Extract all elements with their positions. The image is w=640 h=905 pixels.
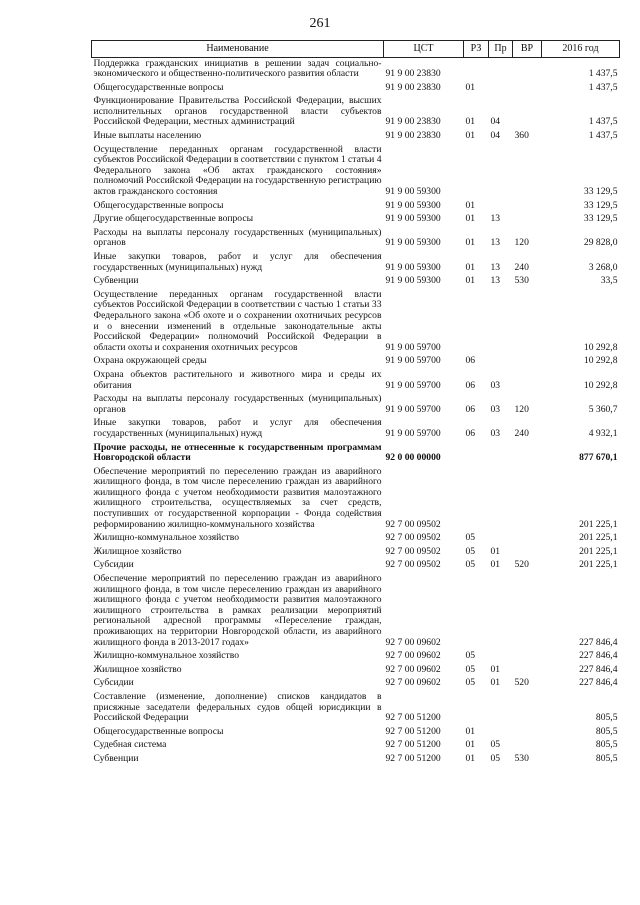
row-cst: 92 7 00 51200 (385, 752, 441, 764)
row-rz (464, 58, 489, 83)
row-cst: 91 9 00 59700 (385, 379, 441, 391)
row-rz: 05 (465, 545, 476, 557)
row-amount: 227 846,4 (579, 650, 618, 662)
row-name: Охрана объектов растительного и животного мира и среды их обитания (93, 368, 382, 391)
row-name: Жилищное хозяйство (93, 545, 182, 557)
row-name: Субвенции (93, 275, 139, 287)
row-vr (513, 96, 542, 131)
row-cst: 92 7 00 09502 (385, 518, 441, 530)
row-amount: 1 437,5 (588, 81, 618, 93)
row-vr (513, 369, 542, 393)
row-cst: 92 7 00 09502 (385, 532, 441, 544)
row-cst: 91 9 00 59300 (385, 186, 441, 198)
row-cst: 91 9 00 59700 (385, 427, 441, 439)
row-name: Осуществление переданных органам государственной власти субъектов Российской Федерации в соответствии с пунктом 1 статьи 4 Федерального закона «Об актах гражданского состояния» полномочий Российской Федерации на государственную регистрацию актов гражданского состояния (93, 143, 382, 198)
row-name: Общегосударственные вопросы (93, 725, 224, 737)
row-cst: 92 7 00 09502 (385, 559, 441, 571)
header-year: 2016 год (542, 41, 620, 58)
row-cst: 91 9 00 23830 (385, 130, 441, 142)
row-pr (489, 82, 513, 96)
row-vr (513, 200, 542, 214)
row-amount: 1 437,5 (588, 130, 618, 142)
row-name: Жилищно-коммунальное хозяйство (93, 532, 240, 544)
row-rz: 01 (465, 725, 476, 737)
header-pr: Пр (489, 41, 513, 58)
row-vr: 520 (514, 559, 529, 571)
row-rz: 01 (465, 199, 476, 211)
row-rz (464, 144, 489, 200)
table-row (92, 252, 620, 276)
table-row (92, 466, 620, 533)
row-cst: 91 9 00 59300 (385, 275, 441, 287)
row-pr: 05 (490, 752, 501, 764)
table-row (92, 394, 620, 418)
row-name: Расходы на выплаты персоналу государственных (муниципальных) органов (93, 226, 382, 249)
table-row (92, 740, 620, 754)
row-name: Обеспечение мероприятий по переселению граждан из аварийного жилищного фонда, в том числе переселению граждан из аварийного жилищного фонда с учетом необходимости развития малоэтажного жилищного строительства в рамках реализации мероприятий региональной адресной программы «Переселение граждан, проживающих на территории Новгородской области, из аварийного жилищного фонда в 2013-2017 годах» (93, 573, 382, 648)
row-cst: 91 9 00 59300 (385, 199, 441, 211)
table-row (92, 214, 620, 228)
table-row (92, 691, 620, 726)
row-name: Иные закупки товаров, работ и услуг для обеспечения государственных (муниципальных) нужд (93, 251, 382, 273)
row-vr (513, 533, 542, 547)
row-vr (513, 740, 542, 754)
table-row (92, 289, 620, 356)
row-cst: 92 7 00 09602 (385, 663, 441, 675)
row-pr (489, 58, 513, 83)
row-vr (513, 214, 542, 228)
row-pr (489, 144, 513, 200)
row-amount: 5 360,7 (588, 403, 618, 415)
row-pr: 13 (490, 213, 501, 225)
row-rz: 05 (465, 677, 476, 689)
row-vr: 360 (514, 130, 529, 142)
row-pr (489, 200, 513, 214)
row-name: Субсидии (93, 559, 134, 571)
row-amount: 10 292,8 (583, 341, 618, 353)
row-cst: 92 0 00 00000 (385, 452, 441, 464)
row-rz: 01 (465, 81, 476, 93)
row-pr (489, 442, 513, 466)
row-amount: 201 225,1 (579, 532, 618, 544)
row-pr (489, 691, 513, 726)
row-amount: 3 268,0 (588, 261, 618, 273)
row-pr (489, 356, 513, 370)
row-vr (513, 82, 542, 96)
row-cst: 91 9 00 59300 (385, 237, 441, 249)
row-vr: 120 (514, 237, 529, 249)
row-name: Субвенции (93, 752, 139, 764)
row-amount: 201 225,1 (579, 545, 618, 557)
row-rz: 01 (465, 116, 476, 128)
row-name: Расходы на выплаты персоналу государственных (муниципальных) органов (93, 393, 382, 415)
row-name: Жилищно-коммунальное хозяйство (93, 650, 240, 662)
row-rz: 06 (465, 403, 476, 415)
table-row (92, 356, 620, 370)
row-cst: 91 9 00 23830 (385, 116, 441, 128)
row-pr (489, 466, 513, 533)
row-pr: 04 (490, 130, 501, 142)
row-rz (464, 574, 489, 651)
row-name: Иные закупки товаров, работ и услуг для обеспечения государственных (муниципальных) нужд (93, 417, 382, 439)
row-vr: 520 (514, 677, 529, 689)
row-amount: 29 828,0 (583, 237, 618, 249)
row-name: Поддержка гражданских инициатив в решении задач социально-экономического и общественно-политического развития области (93, 57, 382, 80)
row-amount: 4 932,1 (588, 427, 618, 439)
row-pr: 05 (490, 739, 501, 751)
table-row (92, 726, 620, 740)
row-cst: 92 7 00 09602 (385, 650, 441, 662)
row-name: Функционирование Правительства Российской Федерации, высших исполнительных органов государственной власти субъектов Российской Федерации, местных администраций (93, 95, 382, 128)
table-row (92, 678, 620, 692)
row-amount: 1 437,5 (588, 68, 618, 80)
row-amount: 33 129,5 (583, 199, 618, 211)
row-name: Субсидии (93, 677, 134, 689)
row-rz: 05 (465, 559, 476, 571)
row-rz: 05 (465, 663, 476, 675)
row-cst: 91 9 00 59300 (385, 261, 441, 273)
row-amount: 201 225,1 (579, 559, 618, 571)
row-amount: 33,5 (600, 275, 618, 287)
row-pr (489, 574, 513, 651)
table-row (92, 82, 620, 96)
row-pr: 03 (490, 379, 501, 391)
row-vr (513, 144, 542, 200)
table-row (92, 418, 620, 442)
row-amount: 805,5 (595, 739, 618, 751)
table-row (92, 96, 620, 131)
row-vr (513, 726, 542, 740)
row-rz: 01 (465, 261, 476, 273)
row-rz (464, 466, 489, 533)
row-name: Общегосударственные вопросы (93, 199, 224, 211)
row-amount: 805,5 (595, 712, 618, 724)
row-rz: 01 (465, 739, 476, 751)
row-rz (464, 289, 489, 356)
table-row (92, 753, 620, 767)
row-rz: 01 (465, 275, 476, 287)
row-pr: 13 (490, 261, 501, 273)
row-vr: 240 (514, 261, 529, 273)
table-row (92, 560, 620, 574)
row-cst: 92 7 00 51200 (385, 739, 441, 751)
table-row (92, 200, 620, 214)
row-pr: 03 (490, 427, 501, 439)
row-name: Охрана окружающей среды (93, 355, 207, 367)
row-pr: 01 (490, 559, 501, 571)
row-vr: 120 (514, 403, 529, 415)
row-amount: 1 437,5 (588, 116, 618, 128)
row-rz: 05 (465, 650, 476, 662)
row-rz: 01 (465, 237, 476, 249)
budget-table (91, 40, 620, 767)
table-row (92, 131, 620, 145)
row-rz (464, 691, 489, 726)
row-cst: 92 7 00 09602 (385, 636, 441, 648)
table-row (92, 442, 620, 466)
row-name: Прочие расходы, не отнесенные к государственным программам Новгородской области (93, 441, 382, 464)
row-vr (513, 691, 542, 726)
row-vr (513, 466, 542, 533)
row-amount: 33 129,5 (583, 186, 618, 198)
row-pr: 13 (490, 237, 501, 249)
row-cst: 91 9 00 59700 (385, 355, 441, 367)
row-cst: 92 7 00 09602 (385, 677, 441, 689)
table-row (92, 574, 620, 651)
row-name: Судебная система (93, 739, 167, 751)
row-rz (464, 442, 489, 466)
row-name: Другие общегосударственные вопросы (93, 213, 254, 225)
row-name: Жилищное хозяйство (93, 663, 182, 675)
row-rz: 01 (465, 213, 476, 225)
header-rz: РЗ (464, 41, 489, 58)
row-vr: 240 (514, 427, 529, 439)
row-cst: 91 9 00 59700 (385, 341, 441, 353)
row-rz: 05 (465, 532, 476, 544)
row-amount: 10 292,8 (583, 379, 618, 391)
table-row (92, 144, 620, 200)
row-rz: 06 (465, 427, 476, 439)
row-rz: 06 (465, 355, 476, 367)
row-amount: 877 670,1 (579, 452, 618, 464)
row-name: Иные выплаты населению (93, 130, 202, 142)
row-amount: 805,5 (595, 725, 618, 737)
row-amount: 227 846,4 (579, 636, 618, 648)
row-vr (513, 664, 542, 678)
table-row (92, 664, 620, 678)
table-row (92, 58, 620, 83)
row-cst: 91 9 00 23830 (385, 68, 441, 80)
row-rz: 01 (465, 130, 476, 142)
row-cst: 91 9 00 23830 (385, 81, 441, 93)
page-number: 261 (309, 16, 331, 31)
row-vr: 530 (514, 752, 529, 764)
row-cst: 92 7 00 51200 (385, 712, 441, 724)
row-vr (513, 651, 542, 665)
row-rz: 01 (465, 752, 476, 764)
row-amount: 10 292,8 (583, 355, 618, 367)
row-vr (513, 574, 542, 651)
row-pr: 01 (490, 663, 501, 675)
row-pr (489, 533, 513, 547)
row-vr (513, 356, 542, 370)
row-vr (513, 546, 542, 560)
row-pr (489, 726, 513, 740)
row-cst: 91 9 00 59300 (385, 213, 441, 225)
table-row (92, 546, 620, 560)
row-pr: 03 (490, 403, 501, 415)
header-cst: ЦСТ (384, 41, 464, 58)
table-header-row (92, 41, 620, 58)
row-pr: 01 (490, 545, 501, 557)
row-vr (513, 442, 542, 466)
row-name: Общегосударственные вопросы (93, 81, 224, 93)
row-amount: 201 225,1 (579, 518, 618, 530)
row-amount: 227 846,4 (579, 663, 618, 675)
row-pr: 04 (490, 116, 501, 128)
row-cst: 91 9 00 59700 (385, 403, 441, 415)
table-row (92, 276, 620, 290)
row-amount: 227 846,4 (579, 677, 618, 689)
header-vr: ВР (513, 41, 542, 58)
row-vr (513, 289, 542, 356)
row-pr: 13 (490, 275, 501, 287)
row-rz: 06 (465, 379, 476, 391)
table-row (92, 369, 620, 393)
row-pr (489, 651, 513, 665)
row-name: Составление (изменение, дополнение) списков кандидатов в присяжные заседатели федеральных судов общей юрисдикции в Российской Федерации (93, 690, 382, 724)
row-name: Осуществление переданных органам государственной власти субъектов Российской Федерации в соответствии с частью 1 статьи 33 Федерального закона «Об охоте и о сохранении охотничьих ресурсов и о внесении изменений в отдельные законодательные акты Российской Федерации» полномочий Российской Федерации в области охоты и сохранения охотничьих ресурсов (93, 288, 382, 353)
row-name: Обеспечение мероприятий по переселению граждан из аварийного жилищного фонда, в том числе переселению граждан из аварийного жилищного фонда с учетом необходимости развития малоэтажного жилищного строительства, осуществляемых за счет средств, поступивших от государственной корпорации - Фонда содействия реформированию жилищно-коммунального хозяйства (93, 465, 382, 530)
row-cst: 92 7 00 51200 (385, 725, 441, 737)
header-name: Наименование (92, 41, 384, 58)
row-cst: 92 7 00 09502 (385, 545, 441, 557)
row-amount: 805,5 (595, 752, 618, 764)
table-row (92, 227, 620, 251)
row-pr: 01 (490, 677, 501, 689)
row-amount: 33 129,5 (583, 213, 618, 225)
table-row (92, 533, 620, 547)
table-row (92, 651, 620, 665)
row-vr (513, 58, 542, 83)
row-pr (489, 289, 513, 356)
row-vr: 530 (514, 275, 529, 287)
